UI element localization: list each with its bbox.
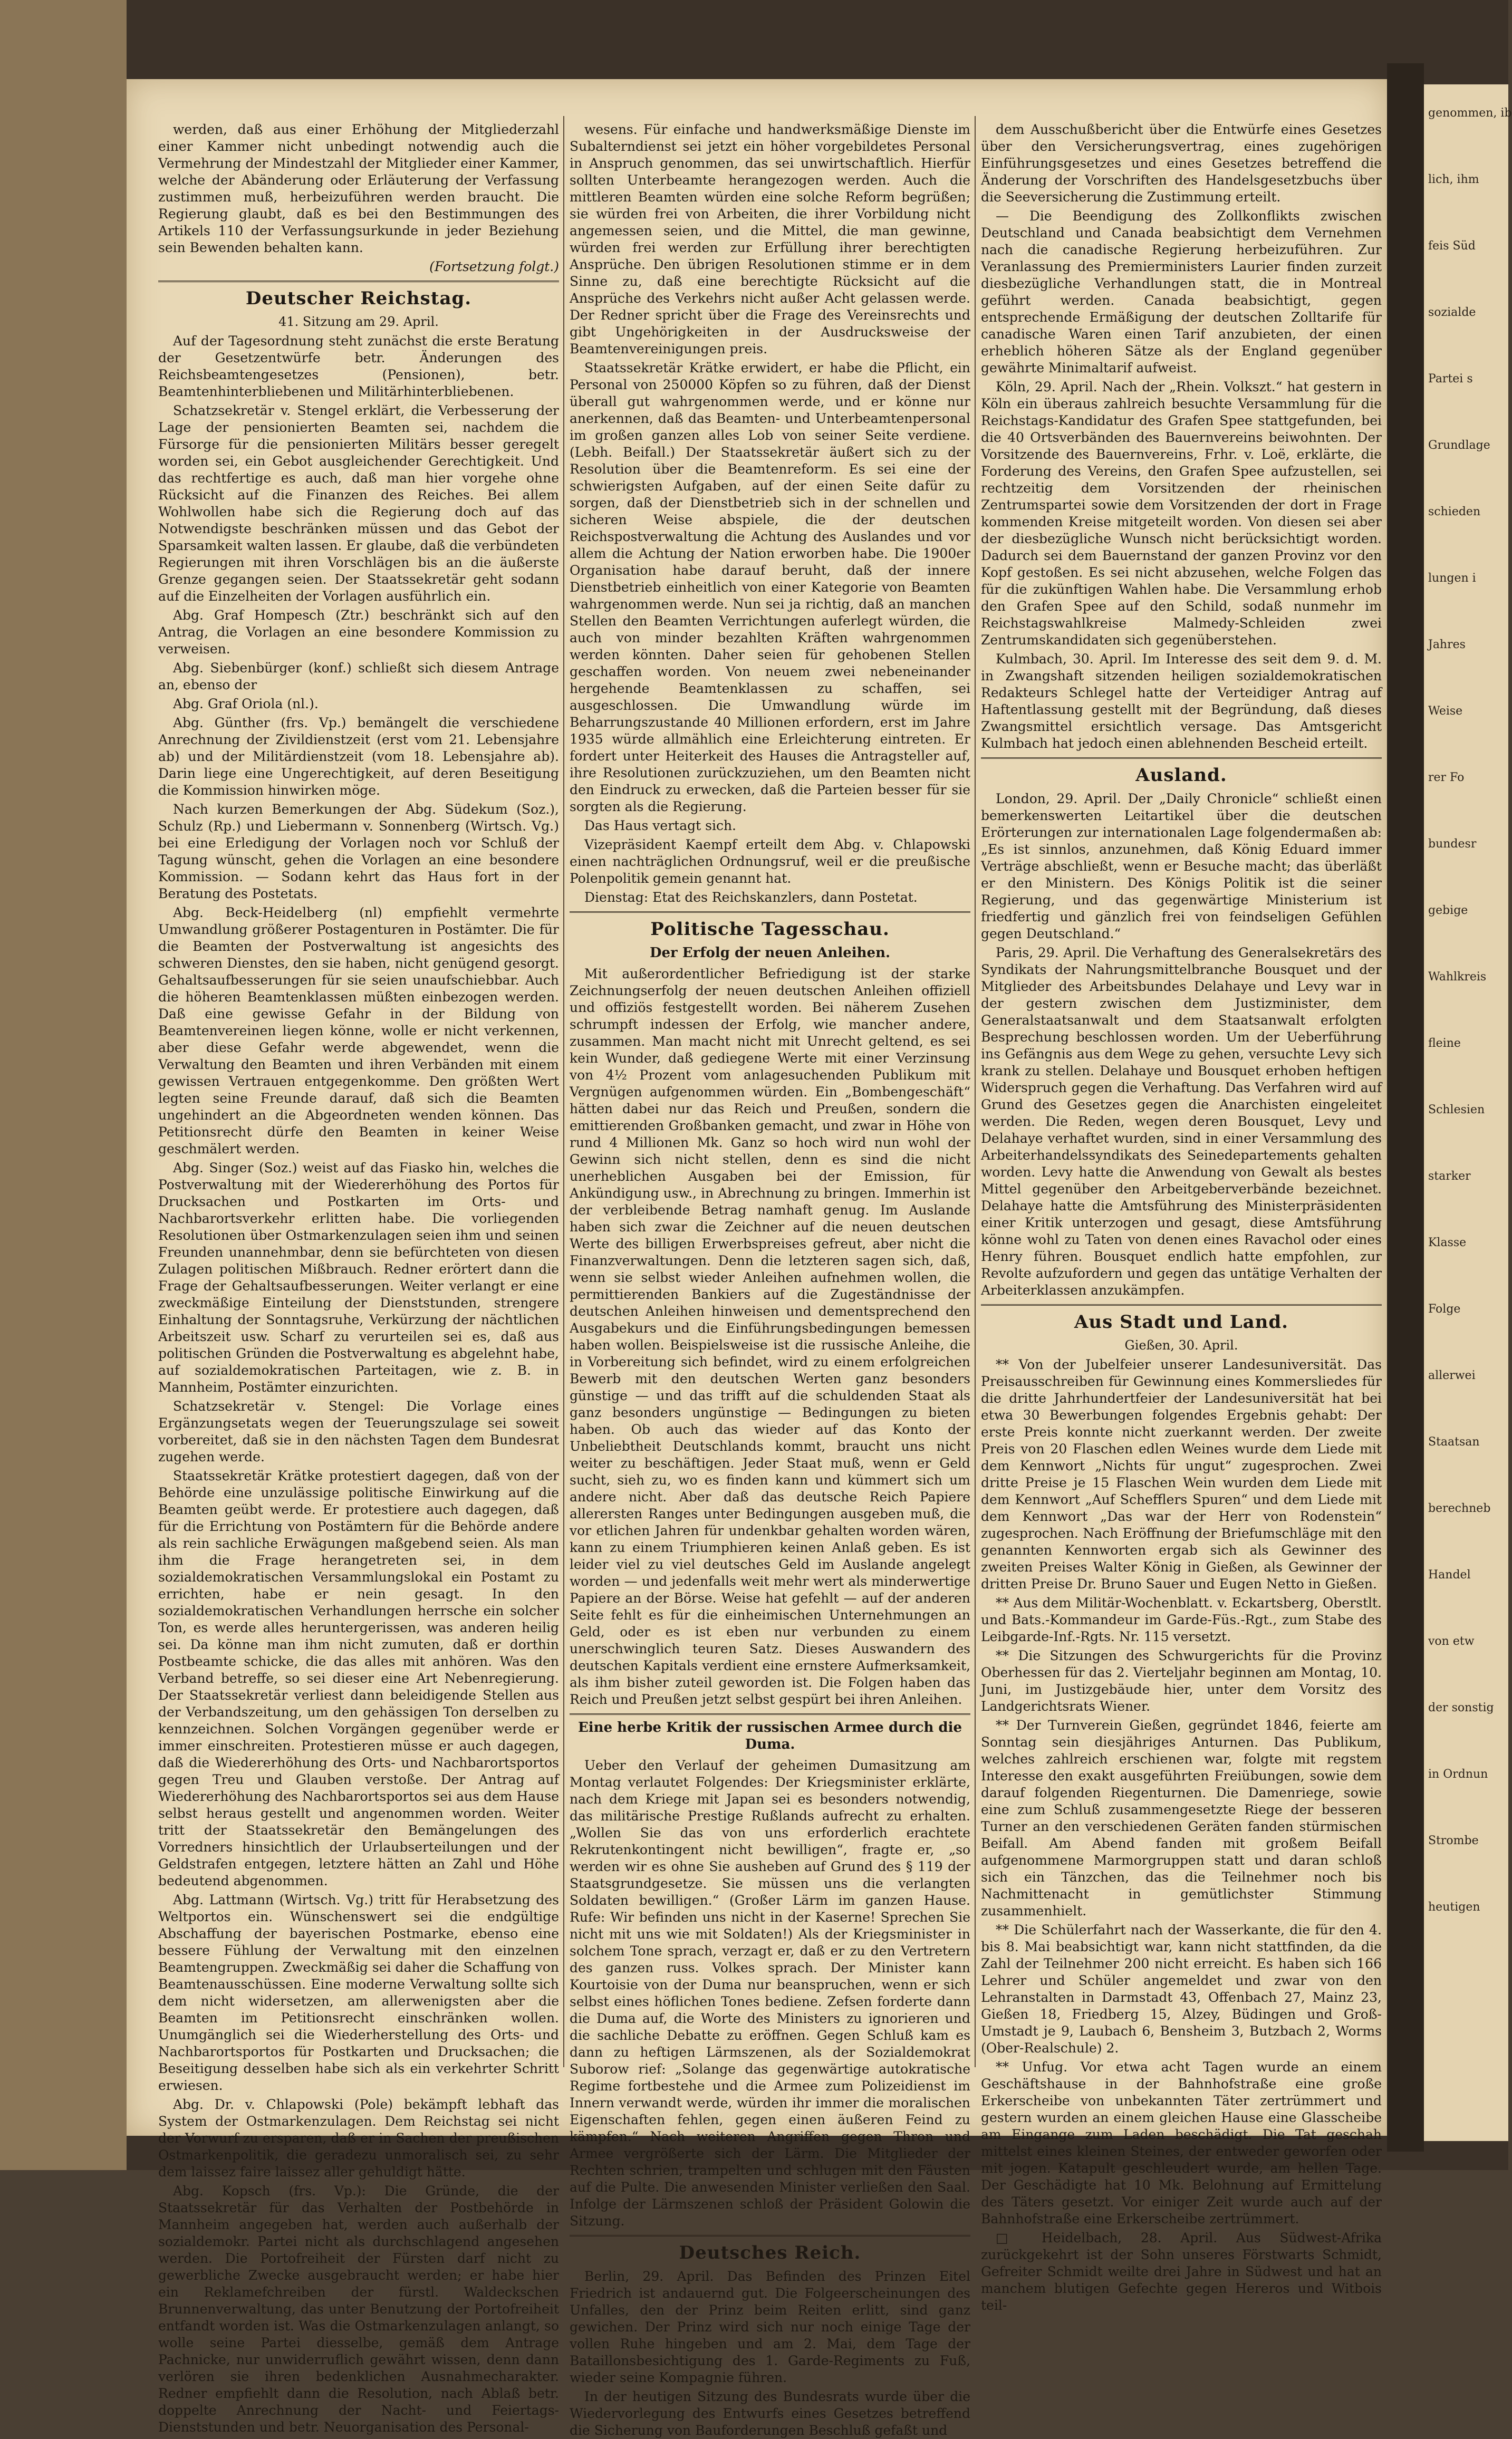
article-paragraph: Abg. Günther (frs. Vp.) bemängelt die verschiedene Anrechnung der Zivildienstzeit (erst vom 21. Lebensjahre ab) und der Militärdienstzeit (vom 18. Lebensjahre ab). Darin liege eine Ungerechtigkeit, auf deren Beseitigung die Kommission hinwirken möge. <box>158 715 559 798</box>
adjacent-page-text-fragment: Schlesien <box>1428 1103 1485 1116</box>
article-paragraph: Auf der Tagesordnung steht zunächst die erste Beratung der Gesetzentwürfe betr. Änderungen des Reichsbeamtengesetzes (Pensionen), betr. Beamtenhinterbliebenen und Militärhinterbliebenen. <box>158 333 559 399</box>
section-divider <box>981 757 1382 759</box>
adjacent-page-text-fragment: Handel <box>1428 1568 1471 1582</box>
article-paragraph: Staatssekretär Krätke erwidert, er habe die Pflicht, ein Personal von 250000 Köpfen so zu führen, daß der Dienst überall gut wahrgenommen werde, und er könne nur anerkennen, daß das Beamten- und Unterbeamtenpersonal im großen ganzen alles Lob von seiner Seite verdiene. (Lebh. Beifall.) Der Staatssekretär äußert sich zu der Resolution über die Beamtenreform. Es sei eine der schwierigsten Aufgaben, auf der einen Seite dafür zu sorgen, daß der Dienstbetrieb sich in der schnellen und sicheren Weise abspiele, die der deutschen Reichspostverwaltung die Achtung des Auslandes und vor allem die Achtung der Nation erworben habe. Die 1900er Organisation habe darauf beruht, daß der innere Dienstbetrieb einheitlich von einer Kategorie von Beamten wahrgenommen werde. Nun sei ja richtig, daß an manchen Stellen den Beamten Verrichtungen auferlegt würden, die auch von minder bezahlten Kräften wahrgenommen werden könnten. Daher seien für gehobenen Stellen geschaffen worden. Von neuem zwei nebeneinander hergehende Beamtenklassen zu schaffen, sei ausgeschlossen. Die Umwandlung würde im Beharrungszustande 40 Millionen erfordern, erst im Jahre 1935 würde allmählich eine Erleichterung eintreten. Er fordert unter Heiterkeit des Hauses die Antragsteller auf, ihre Resolutionen zurückzuziehen, um den Beamten nicht den Eindruck zu erwecken, daß die Parteien besser für sie sorgten als die Regierung. <box>570 360 970 814</box>
article-paragraph: Paris, 29. April. Die Verhaftung des Generalsekretärs des Syndikats der Nahrungsmittelbranche Bousquet und der Mitglieder des Arbeitsbundes Delahaye und Levy war in der gestern zwischen dem Justizminister, dem Generalstaatsanwalt und dem Staatsanwalt erfolgten Besprechung beschlossen worden. Um der Ueberführung ins Gefängnis aus dem Wege zu gehen, versuchte Levy sich krank zu stellen. Delahaye und Bousquet erhoben heftigen Widerspruch gegen die Verhaftung. Das Verfahren wird auf Grund des Gesetzes gegen die Anarchisten eingeleitet werden. Die Reden, wegen deren Bousquet, Levy und Delahaye verhaftet wurden, sind in einer Versammlung des Arbeiterhandelssyndikats des Seinedepartements gehalten worden. Levy hatte die Anwendung von Gewalt als bestes Mittel gegenüber den Arbeitgeberverbände bezeichnet. Delahaye hatte die Amtsführung des Ministerpräsidenten einer Kritik unterzogen und gesagt, diese Amtsführung könne wohl zu Taten von denen eines Ravachol oder eines Henry führen. Bousquet endlich hatte empfohlen, zur Revolte aufzufordern und gegen das untätige Verhalten der Arbeiterklassen anzukämpfen. <box>981 945 1382 1298</box>
article-paragraph: ** Die Schülerfahrt nach der Wasserkante, die für den 4. bis 8. Mai beabsichtigt war, kann nicht stattfinden, da die Zahl der Teilnehmer 200 nicht erreicht. Es haben sich 166 Lehrer und Schüler angemeldet und zwar von den Lehranstalten in Darmstadt 43, Offenbach 27, Mainz 23, Gießen 18, Friedberg 15, Alzey, Büdingen und Groß-Umstadt je 9, Laubach 6, Bensheim 3, Butzbach 2, Worms (Ober-Realschule) 2. <box>981 1922 1382 2056</box>
adjacent-page-text-fragment: Strombe <box>1428 1834 1479 1847</box>
section-divider <box>570 2235 970 2236</box>
adjacent-page-text-fragment: gebige <box>1428 904 1468 917</box>
deutsches-reich-body <box>570 2268 970 2439</box>
adjacent-page-text-fragment: Staatsan <box>1428 1435 1480 1449</box>
article-paragraph: Abg. Siebenbürger (konf.) schließt sich diesem Antrage an, ebenso der <box>158 660 559 692</box>
column-rule-1 <box>563 116 564 2067</box>
article-title-duma: Eine herbe Kritik der russischen Armee durch die Duma. <box>577 1720 962 1752</box>
section-divider <box>158 281 559 282</box>
article-paragraph: In der heutigen Sitzung des Bundesrats wurde über die Wiedervorlegung des Entwurfs eines Gesetzes betreffend die Sicherung von Bauforderungen Beschluß gefaßt und <box>570 2389 970 2438</box>
article-paragraph: ** Von der Jubelfeier unserer Landesuniversität. Das Preisausschreiben für Gewinnung eines Kommersliedes für die dritte Jahrhundertfeier der Landesuniversität hat bei etwa 30 Bewerbungen folgendes Ergebnis gehabt: Der erste Preis konnte nicht zuerkannt werden. Der zweite Preis von 20 Flaschen edlen Weines wurde dem Liede mit dem Kennwort „Nichts für ungut“ zugesprochen. Zwei dritte Preise je 15 Flaschen Wein wurden dem Liede mit dem Kennwort „Auf Schefflers Spuren“ und dem Liede mit dem Kennwort „Das war der Herr von Rodenstein“ zugesprochen. Nach Eröffnung der Briefumschläge mit den genannten Kennworten ergab sich als Gewinner des zweiten Preises Walter König in Gießen, als Gewinner der dritten Preise Dr. Bruno Sauer und Eugen Netto in Gießen. <box>981 1357 1382 1592</box>
article-paragraph: Dienstag: Etat des Reichskanzlers, dann Postetat. <box>584 890 918 905</box>
adjacent-page-text-fragment: der sonstig <box>1428 1701 1494 1714</box>
adjacent-page-text-fragment: sozialde <box>1428 306 1476 319</box>
adjacent-page-text-fragment: Grundlage <box>1428 439 1490 452</box>
tagesschau-body <box>570 966 970 1708</box>
intro-paragraph: werden, daß aus einer Erhöhung der Mitgliederzahl einer Kammer nicht unbedingt notwendig auch die Vermehrung der Mindestzahl der Mitglieder einer Kammer, welche der Abänderung oder Erläuterung der Verfassung zustimmen muß, herbeizuführen werden braucht. Die Regierung glaubt, daß es bei den Bestimmungen des Artikels 110 der Verfassungsurkunde in jeder Beziehung sein Bewenden behalten kann. <box>158 122 559 255</box>
adjacent-page-text-fragment: feis Süd <box>1428 239 1476 253</box>
adjacent-page-text-fragment: schieden <box>1428 505 1481 518</box>
ausland-body <box>981 790 1382 1299</box>
article-paragraph: Abg. Graf Oriola (nl.). <box>173 696 319 711</box>
reich-continued-body <box>981 121 1382 752</box>
article-paragraph: Mit außerordentlicher Befriedigung ist der starke Zeichnungserfolg der neuen deutschen Anleihen offiziell und offiziös festgestellt worden. Bei näherem Zusehen schrumpft indessen der Erfolg, wie mancher andere, zusammen. Man macht nicht mit Unrecht geltend, es sei kein Wunder, daß gediegene Werte mit einer Verzinsung von 4½ Prozent vom anlagesuchenden Publikum mit Vergnügen aufgenommen würden. Ein „Bombengeschäft“ hätten dabei nur das Reich und Preußen, sondern die emittierenden Großbanken gemacht, und zwar in Höhe von rund 4 Millionen Mk. Ganz so hoch wird nun wohl der Gewinn sich nicht stellen, denn es sind die nicht unerheblichen Ausgaben bei der Emission, für Ankündigung usw., in Abrechnung zu bringen. Immerhin ist der verbleibende Betrag namhaft genug. Im Auslande haben sich zwar die Zeichner auf die neuen deutschen Werte des billigen Erwerbspreises gefreut, aber nicht die Finanzverwaltungen. Denn die letzteren sagen sich, daß, wenn sie selbst wieder Anleihen aufnehmen wollen, die permittierenden Bankiers auf die Zugeständnisse der deutschen Anleihen hinweisen und dementsprechend den Ausgabekurs und die Einführungsbedingungen bemessen haben wollen. Beispielsweise ist die russische Anleihe, die in Vorbereitung sich befindet, wird zu einem erfolgreichen Bewerb mit den deutschen Werten ganz besonders günstige — und das trifft auf die schuldenden Staat als ganz besonders ungünstige — Bedingungen zu bieten haben. Ob auch das wieder auf das Konto der Unbeliebtheit Deutschlands kommt, braucht uns nicht weiter zu beschäftigen. Jeder Staat muß, wenn er Geld sucht, sieh zu, wo es finden kann und kümmert sich um andere nicht. Aber daß das deutsche Reich Papiere allerersten Ranges unter Bedingungen ausgeben muß, die vor etlichen Jahren für undenkbar gehalten worden wären, kann zu einem Triumphieren keinen Anlaß geben. Es ist leider viel zu viel deutsches Geld im Auslande angelegt worden — und jedenfalls weit mehr wert als minderwertige Papiere an der Börse. Weise hat gefehlt — auf der anderen Seite fehlt es für die einheimischen Unternehmungen an Geld, oder es ist eben nur verbunden zu einem unerschwinglich teuren Satz. Dieses Auswandern des deutschen Kapitals verdient eine ernstere Aufmerksamkeit, als ihm bisher zuteil geworden ist. Die Folgen haben das Reich und Preußen jetzt selbst gespürt bei ihren Anleihen. <box>570 966 970 1707</box>
article-paragraph: Abg. Kopsch (frs. Vp.): Die Gründe, die der Staatssekretär für das Verhalten der Postbehörde in Mannheim angegeben hat, werden auch außerhalb der sozialdemokr. Partei nicht als durchschlagend angesehen werden. Die Portofreiheit der Fürsten darf nicht zu gewerbliche Zwecke ausgebraucht werden; er habe hier ein Reklamefchreiben der fürstl. Waldeckschen Brunnenverwaltung, das unter Benutzung der Portofreiheit entfandt worden ist. Was die Ostmarkenzulagen anlangt, so wolle seine Partei diesselbe, gemäß dem Antrage Pachnicke, nur unwiderruflich gewährt wissen, denn dann verlören sie ihren bedenklichen Ausnahmecharakter. Redner empfiehlt dann die Resolution, nach Ablaß betr. doppelte Anrechnung der Nacht- und Feiertags-Dienststunden und betr. Neuorganisation des Personal- <box>158 2183 559 2435</box>
article-paragraph: Abg. Beck-Heidelberg (nl) empfiehlt vermehrte Umwandlung größerer Postagenturen in Postämter. Die für die Beamten der Postverwaltung ist angesichts des schweren Dienstes, den sie haben, nicht genügend gesorgt. Gehaltsaufbesserungen für sie seien unaufschiebbar. Auch die höheren Beamtenklassen müßten einbezogen werden. Daß eine gewisse Gefahr in der Bildung von Beamtenvereinen liegen könne, wolle er nicht verkennen, aber diese Gefahr werde abgewendet, wenn die Verwaltung den Beamten und ihren Verbänden mit einem gewissen Vertrauen entgegenkomme. Den größten Wert legten seine Freunde darauf, daß sich die Beamten ungehindert an die Abgeordneten wenden können. Das Petitionsrecht dürfe den Beamten in keiner Weise geschmälert werden. <box>158 905 559 1156</box>
adjacent-page-text-fragment: Klasse <box>1428 1236 1467 1249</box>
session-line: 41. Sitzung am 29. April. <box>278 314 439 329</box>
adjacent-page-text-fragment: bundesr <box>1428 837 1477 851</box>
duma-body <box>570 1757 970 2230</box>
adjacent-page-text-fragment: genommen, ib <box>1428 107 1512 120</box>
adjacent-page-text-fragment: Weise <box>1428 705 1463 718</box>
column-rule-2 <box>975 116 976 2067</box>
column-2 <box>570 121 970 2438</box>
column-1 <box>158 121 559 2435</box>
adjacent-page-text-fragment: fleine <box>1428 1037 1461 1050</box>
section-divider <box>570 1713 970 1715</box>
article-paragraph: Nach kurzen Bemerkungen der Abg. Südekum (Soz.), Schulz (Rp.) und Liebermann v. Sonnenberg (Wirtsch. Vg.) bei eine Erledigung der Vorlagen noch vor Schluß der Tagung wünscht, gehen die Vorlagen an eine besondere Kommission. — Sodann kehrt das Haus fort in der Beratung des Postetats. <box>158 802 559 901</box>
adjacent-page-text-fragment: Folge <box>1428 1303 1461 1316</box>
article-paragraph: □ Heidelbach, 28. April. Aus Südwest-Afrika zurückgekehrt ist der Sohn unseres Förstwarts Schmidt, Gefreiter Schmidt weilte drei Jahre in Südwest und hat an manchem blutigen Gefechte gegen Hereros und Witbois teil- <box>981 2230 1382 2313</box>
article-title-anleihen: Der Erfolg der neuen Anleihen. <box>649 945 891 961</box>
article-paragraph: Ueber den Verlauf der geheimen Dumasitzung am Montag verlautet Folgendes: Der Kriegsminister erklärte, nach dem Kriege mit Japan sei es besonders notwendig, das militärische Prestige Rußlands aufrecht zu erhalten. „Wollen Sie das von uns erforderlich erachtete Rekrutenkontingent nicht bewilligen“, fragte er, „so werden wir es ohne Sie ausheben auf Grund des § 119 der Staatsgrundgesetze. Sie müssen uns die verlangten Soldaten bewilligen.“ (Großer Lärm im ganzen Hause. Rufe: Wir befinden uns nicht in der Kaserne! Sprechen Sie nicht mit uns wie mit Soldaten!) Als der Kriegsminister in solchem Tone sprach, verzagt er, daß er zu den Vertretern des ganzen russ. Volkes sprach. Der Minister kann Kourtoisie von der Duma nur beanspruchen, wenn er sich selbst eines höflichen Tones bediene. Zefsen forderte dann die Duma auf, die Worte des Ministers zu ignorieren und die sachliche Debatte zu eröffnen. Gegen Schluß kam es dann zu heftigen Lärmszenen, als der Sozialdemokrat Suborow rief: „Solange das gegenwärtige autokratische Regime fortbestehe und die Armee zum Polizeidienst im Innern verwandt werde, würden ihr immer die moralischen Eigenschaften fehlen, gegen einen äußeren Feind zu kämpfen.“ Nach weiteren Angriffen gegen Thron und Armee vergrößerte sich der Lärm. Die Mitglieder der Rechten schrien, trampelten und schlugen mit den Fäusten auf die Pulte. Die anwesenden Minister verließen den Saal. Infolge der Lärmszenen schloß der Präsident Golowin die Sitzung. <box>570 1758 970 2229</box>
reichstag-continued-body <box>570 121 970 906</box>
article-paragraph: Abg. Graf Hompesch (Ztr.) beschränkt sich auf den Antrag, die Vorlagen an eine besondere Kommission zu verweisen. <box>158 608 559 657</box>
continuation-note: (Fortsetzung folgt.) <box>429 259 559 274</box>
article-paragraph: Abg. Dr. v. Chlapowski (Pole) bekämpft lebhaft das System der Ostmarkenzulagen. Dem Reichstag sei nicht der Vorwurf zu ersparen, daß er in Sachen der preußischen Ostmarkenpolitik, die geradezu unmoralisch sei, zu sehr dem laissez faire laissez aller gehuldigt hätte. <box>158 2097 559 2180</box>
adjacent-page-text-fragment: in Ordnun <box>1428 1768 1488 1781</box>
adjacent-page-text-fragment: Partei s <box>1428 372 1473 385</box>
article-paragraph: Kulmbach, 30. April. Im Interesse des seit dem 9. d. M. in Zwangshaft sitzenden heiligen sozialdemokratischen Redakteurs Schlegel hatte der Verteidiger Antrag auf Haftentlassung gestellt mit der Begründung, daß dieses Zwangsmittel ersichtlich versage. Das Amtsgericht Kulmbach hat jedoch einen ablehnenden Bescheid erteilt. <box>981 651 1382 751</box>
article-paragraph: Köln, 29. April. Nach der „Rhein. Volkszt.“ hat gestern in Köln ein überaus zahlreich besuchte Versammlung für die Reichstags-Kandidatur des Grafen Spee stattgefunden, bei die 40 Ortsverbänden des Bauernvereins beiwohnten. Der Vorsitzende des Bauernvereins, Frhr. v. Loë, erklärte, die Forderung des Vereins, den Grafen Spee aufzustellen, sei rechtzeitig dem Vorsitzenden der rheinischen Zentrumspartei sowie dem Vorsitzenden der dort in Frage kommenden Kreise mitgeteilt worden. Von diesen sei aber der diesbezügliche Wunsch nicht berücksichtigt worden. Dadurch sei dem Bauernstand der ganzen Provinz vor den Kopf gestoßen. Es sei nicht abzusehen, welche Folgen das für die zukünftigen Wahlen habe. Die Versammlung erhob den Grafen Spee auf den Schild, sodaß nunmehr im Reichstagswahlkreise Malmedy-Schleiden zwei Zentrumskandidaten sich gegenüberstehen. <box>981 379 1382 648</box>
article-paragraph: Schatzsekretär v. Stengel: Die Vorlage eines Ergänzungsetats wegen der Teuerungszulage sei soweit vorbereitet, daß sie in den nächsten Tagen dem Bundesrat zugehen werde. <box>158 1399 559 1464</box>
article-paragraph: Das Haus vertagt sich. <box>584 818 737 833</box>
reichstag-body <box>158 333 559 2436</box>
adjacent-page-text-fragment: berechneb <box>1428 1502 1491 1515</box>
section-heading-deutsches-reich: Deutsches Reich. <box>679 2242 861 2263</box>
article-paragraph: ** Der Turnverein Gießen, gegründet 1846, feierte am Sonntag sein diesjähriges Anturnen. Das Publikum, welches zahlreich erschienen war, folgte mit regstem Interesse den exakt ausgeführten Freiübungen, sowie dem darauf folgenden Riegenturnen. Die Damenriege, sowie eine zum Schluß zusammengesetzte Riege der besseren Turner an den verschiedenen Geräten fanden stürmischen Beifall. Am Abend fanden mit großem Beifall aufgenommene Marmorgruppen statt und daran schloß sich ein Tänzchen, das die Teilnehmer noch bis Nachmittenacht in gemütlichster Stimmung zusammenhielt. <box>981 1718 1382 1919</box>
article-paragraph: Abg. Lattmann (Wirtsch. Vg.) tritt für Herabsetzung des Weltportos ein. Wünschenswert sei die endgültige Abschaffung der bayerischen Postmarke, ebenso eine bessere Fühlung der Verwaltung mit den einzelnen Beamtengruppen. Zweckmäßig sei daher die Schaffung von Beamtenausschüssen. Eine moderne Verwaltung sollte sich dem nicht widersetzen, am allerwenigsten aber die Beamten im Petitionsrecht einschränken wollen. Unumgänglich sei die Wiederherstellung des Orts- und Nachbarortsportos für Postkarten und Drucksachen; die Beseitigung desselben habe sich als ein verkehrter Schritt erwiesen. <box>158 1892 559 2093</box>
column-3 <box>981 121 1382 2313</box>
left-page-edge <box>0 0 127 2170</box>
article-paragraph: Vizepräsident Kaempf erteilt dem Abg. v. Chlapowski einen nachträglichen Ordnungsruf, weil er die preußische Polenpolitik gemein genannt hat. <box>570 837 970 886</box>
article-paragraph: wesens. Für einfache und handwerksmäßige Dienste im Subalterndienst sei jetzt ein höher vorgebildetes Personal in Anspruch genommen, das sei unwirtschaftlich. Hierfür sollten Unterbeamte herangezogen werden. Auch die mittleren Beamten würden eine solche Reform begrüßen; sie würden frei von Arbeiten, die ihrer Vorbildung nicht angemessen seien, und die Mittel, die man gewinne, würden frei werden zur Erfüllung ihrer berechtigten Ansprüche. Den übrigen Resolutionen stimme er in dem Sinne zu, daß eine berechtigte Rücksicht auf die Ansprüche des Verkehrs nicht außer Acht gelassen werde. Der Redner spricht über die Frage des Vereinsrechts und gibt Ungehörigkeiten in der Ausdrucksweise der Beamtenvereinigungen preis. <box>570 122 970 356</box>
adjacent-page-text-fragment: lich, ihm <box>1428 173 1479 186</box>
article-paragraph: — Die Beendigung des Zollkonflikts zwischen Deutschland und Canada beabsichtigt dem Vernehmen nach die canadische Regierung herbeizuführen. Zur Veranlassung des Premierministers Laurier finden zurzeit diesbezügliche Verhandlungen statt, die in Montreal geführt werden. Canada beabsichtigt, gegen entsprechende Ermäßigung der deutschen Zolltarife für canadische Waren einen Tarif anzubieten, der einen erheblich höheren Sätze als der England gegenüber gewährte Minimaltarif aufweist. <box>981 208 1382 375</box>
article-paragraph: ** Unfug. Vor etwa acht Tagen wurde an einem Geschäftshause in der Bahnhofstraße eine große Erkerscheibe von unbekannten Täter zertrümmert und gestern wurden an einem gleichen Hause eine Glasscheibe am Eingange zum Laden beschädigt. Die Tat geschah mittelst eines kleinen Steines, der entweder geworfen oder mit jogen. Katapult geschleudert wurde, am hellen Tage. Der Geschädigte hat 10 Mk. Belohnung auf Ermittelung des Täters gesetzt. Vor einiger Zeit wurde auch auf der Bahnhofstraße eine Erkerscheibe zertrümmert. <box>981 2059 1382 2226</box>
adjacent-page-text-fragment: allerwei <box>1428 1369 1476 1382</box>
adjacent-page-fragment <box>1424 84 1512 2141</box>
article-paragraph: ** Die Sitzungen des Schwurgerichts für die Provinz Oberhessen für das 2. Vierteljahr beginnen am Montag, 10. Juni, im Justizgebäude hier, unter dem Vorsitz des Landgerichtsrats Wiener. <box>981 1648 1382 1714</box>
article-paragraph: Staatssekretär Krätke protestiert dagegen, daß von der Behörde eine unzulässige politische Einwirkung auf die Beamten geübt werde. Er protestiere auch dagegen, daß für die Errichtung von Postämtern für die Behörde andere als rein sachliche Erwägungen maßgebend seien. Als man ihm die Frage herangetreten sei, in dem sozialdemokratischen Versammlungslokal ein Postamt zu errichten, habe er nein gesagt. In den sozialdemokratischen Verhandlungen herrsche ein solcher Ton, es werde alles heruntergerissen, was anderen heilig sei. Da könne man ihm nicht zumuten, daß er dorthin Postbeamte schicke, die das alles mit anhören. Was den Verband betreffe, so sei dieser eine Art Nebenregierung. Der Staatssekretär verliest dann beleidigende Stellen aus der Verbandszeitung, um den gehässigen Ton derselben zu kennzeichnen. Solchen Vorgängen gegenüber werde er immer einschreiten. Protestieren müsse er auch dagegen, daß die Wiedererhöhung des Orts- und Nachbarortsportos gegen Treu und Glauben verstoße. Der Antrag auf Wiedererhöhung des Nachbarortsportos sei aus dem Hause selbst heraus gestellt und angenommen worden. Weiter tritt der Staatssekretär den Bemängelungen des Vorredners hinsichtlich der Urlaubserteilungen und der Geldstrafen entgegen, letztere hätten an Zahl und Höhe bedeutend abgenommen. <box>158 1468 559 1888</box>
section-divider <box>570 911 970 913</box>
article-paragraph: Schatzsekretär v. Stengel erklärt, die Verbesserung der Lage der pensionierten Beamten sei, nachdem die Fürsorge für die pensionierten Militärs besser geregelt worden sei, ein Gebot ausgleichender Gerechtigkeit. Und das rechtfertige es auch, daß man hier vorgehe ohne Rücksicht auf die Finanzen des Reiches. Bei allem Wohlwollen habe sich die Regierung doch auf das Notwendigste beschränken müssen und das Gebot der Sparsamkeit walten lassen. Er glaube, daß die verbündeten Regierungen mit ihren Vorschlägen bis an die äußerste Grenze gegangen seien. Der Staatssekretär geht sodann auf die Einzelheiten der Vorlagen ausführlich ein. <box>158 403 559 604</box>
article-paragraph: dem Ausschußbericht über die Entwürfe eines Gesetzes über den Versicherungsvertrag, eines zugehörigen Einführungsgesetzes und eines Gesetzes betreffend die Änderung der Vorschriften des Handelsgesetzbuchs über die Seeversicherung die Zustimmung erteilt. <box>981 122 1382 205</box>
section-heading-tagesschau: Politische Tagesschau. <box>650 919 890 940</box>
adjacent-page-text-fragment: lungen i <box>1428 572 1476 585</box>
adjacent-page-text-fragment: Jahres <box>1428 638 1466 651</box>
dateline: Gießen, 30. April. <box>1124 1338 1238 1353</box>
stadt-und-land-body <box>981 1356 1382 2314</box>
section-heading-reichstag: Deutscher Reichstag. <box>245 288 472 309</box>
adjacent-page-text-fragment: von etw <box>1428 1635 1475 1648</box>
adjacent-page-text-fragment: rer Fo <box>1428 771 1465 784</box>
section-divider <box>981 1304 1382 1306</box>
article-paragraph: Berlin, 29. April. Das Befinden des Prinzen Eitel Friedrich ist andauernd gut. Die Folgeerscheinungen des Unfalles, den der Prinz beim Reiten erlitt, sind ganz gewichen. Der Prinz wird sich nur noch einige Tage der vollen Ruhe hingeben und am 2. Mai, dem Tage der Bataillonsbesichtigung des 1. Garde-Regiments zu Fuß, wieder seine Kompagnie führen. <box>570 2269 970 2385</box>
section-heading-ausland: Ausland. <box>1135 765 1227 786</box>
article-paragraph: London, 29. April. Der „Daily Chronicle“ schließt einen bemerkenswerten Leitartikel über die deutschen Erörterungen zur internationalen Lage folgendermaßen ab: „Es ist sinnlos, anzunehmen, daß König Eduard immer Verträge abschließt, wenn er Besuche macht; das überläßt er den Ministern. Des Königs Politik ist die seiner Regierung, und das gegenwärtige Ministerium ist friedfertig und gänzlich frei von feindseligen Gefühlen gegen Deutschland.“ <box>981 791 1382 941</box>
section-heading-stadt-und-land: Aus Stadt und Land. <box>1074 1312 1288 1333</box>
book-binding <box>1387 63 1424 2152</box>
article-paragraph: Abg. Singer (Soz.) weist auf das Fiasko hin, welches die Postverwaltung mit der Wiedererhöhung des Portos für Drucksachen und Postkarten im Orts- und Nachbarortsverkehr erlitten habe. Die vorliegenden Resolutionen über Ostmarkenzulagen seien ihm und seinen Freunden unannehmbar, denn sie befürchteten von diesen Zulagen politischen Mißbrauch. Redner erörtert dann die Frage der Gehaltsaufbesserungen. Weiter verlangt er eine zweckmäßige Einteilung der Dienststunden, strengere Einhaltung der Sonntagsruhe, Verkürzung der nächtlichen Arbeitszeit usw. Scharf zu verurteilen sei es, daß aus politischen Gründen die Postverwaltung es abgelehnt habe, auf sozialdemokratischen Parteitagen, wie z. B. in Mannheim, Postämter einzurichten. <box>158 1160 559 1395</box>
adjacent-page-text-fragment: Wahlkreis <box>1428 970 1487 984</box>
article-paragraph: ** Aus dem Militär-Wochenblatt. v. Eckartsberg, Oberstlt. und Bats.-Kommandeur im Garde-Füs.-Rgt., zum Stabe des Leibgarde-Inf.-Rgts. Nr. 115 versetzt. <box>981 1595 1382 1644</box>
adjacent-page-text-fragment: starker <box>1428 1170 1471 1183</box>
adjacent-page-text-fragment: heutigen <box>1428 1901 1480 1914</box>
